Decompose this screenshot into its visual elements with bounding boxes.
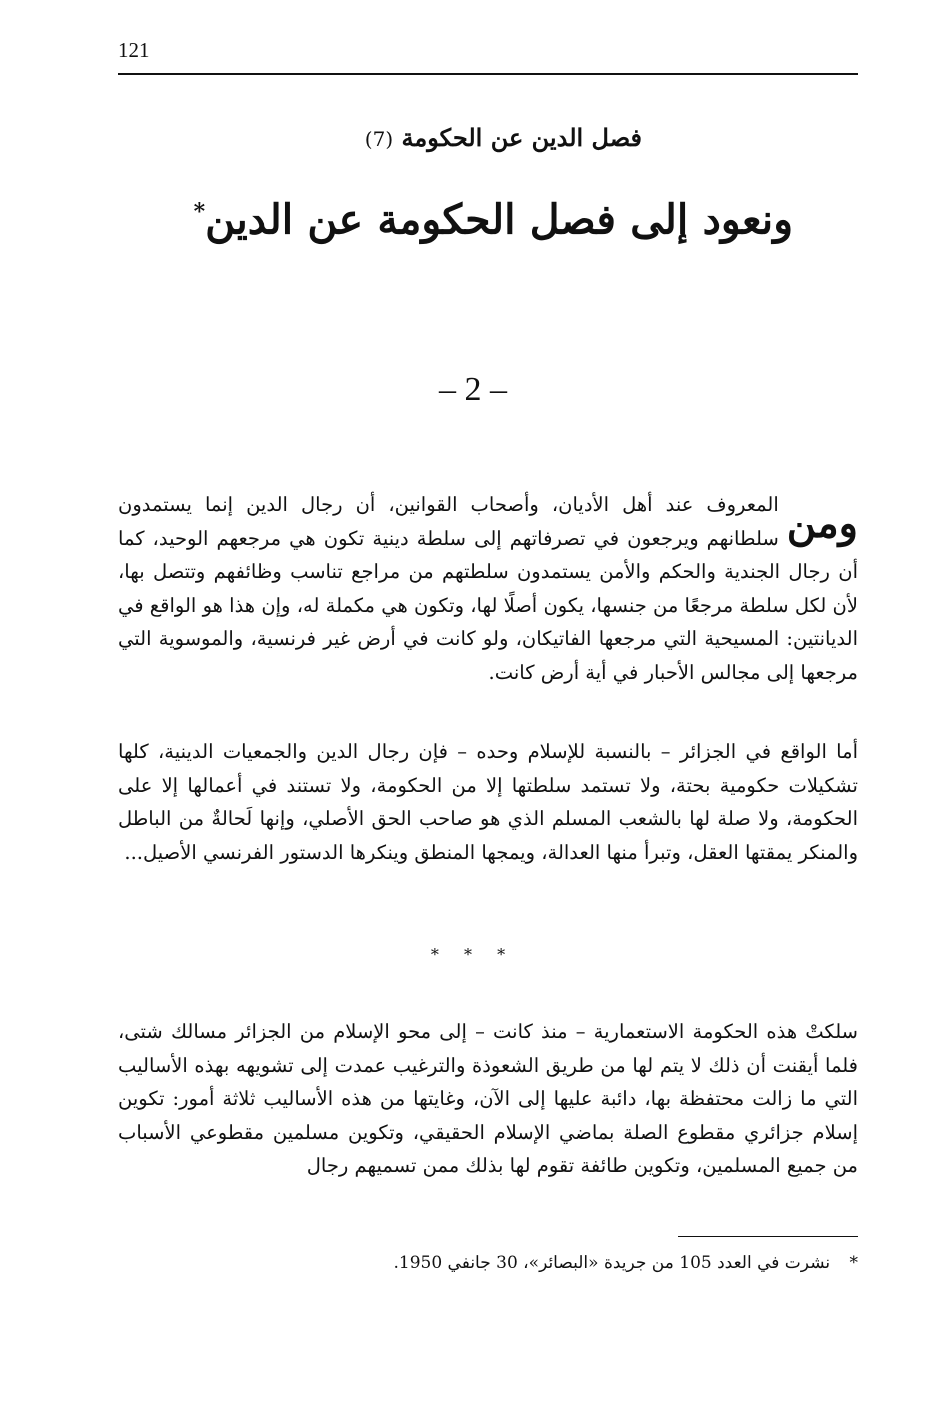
paragraph-1-text: المعروف عند أهل الأديان، وأصحاب القوانين، أن رجال الدين إنما يستمدون سلطانهم ويرجعون في تصرفاتهم إلى سلطة دينية تكون هي مرجعهم الوحيد، كما أن رجال الجندية والحكم والأمن يستمدون سلطتهم من مراجع تناسب وظائفهم وتتصل بها، لأن لكل سلطة مرجعًا من جنسها، يكون أصلًا لها، وتكون هي مكملة له، وإن هذا هو الواقع في الديانتين: المسيحية التي مرجعها الفاتيكان، ولو كانت في أرض غير فرنسية، والموسوية التي مرجعها إلى مجالس الأحبار في أية أرض كانت. (118, 493, 858, 684)
paragraph-1-dropcap: ومن (786, 500, 858, 547)
header-rule (118, 73, 858, 75)
paragraph-1 (118, 488, 858, 689)
footnote-mark: * (849, 1253, 858, 1273)
page-number: 121 (118, 38, 150, 62)
paragraph-3: سلكتْ هذه الحكومة الاستعمارية – منذ كانت – إلى محو الإسلام من الجزائر مسالك شتى، فلما أيقنت أن ذلك لا يتم لها من طريق الشعوذة والترغيب عمدت إلى تشويهه بهذه الأساليب التي ما زالت محتفظة بها، دائبة عليها إلى الآن، وغايتها من هذه الأساليب ثلاثة أمور: تكوين إسلام جزائري مقطوع الصلة بماضي الإسلام الحقيقي، وتكوين مسلمين مقطوعي الأسباب من جميع المسلمين، وتكوين طائفة تقوم لها بذلك ممن تسميهم رجال (118, 1020, 858, 1177)
series-number: (7) (364, 127, 394, 151)
main-title (118, 180, 793, 252)
footnote-text: نشرت في العدد 105 من جريدة «البصائر»، 30 جانفي 1950. (393, 1253, 831, 1273)
footnote-rule (678, 1236, 858, 1237)
paragraph-2: أما الواقع في الجزائر – بالنسبة للإسلام وحده – فإن رجال الدين والجمعيات الدينية، كلها تشكيلات حكومية بحتة، ولا تستمد سلطتها إلا من الحكومة، ولا تستند في أعمالها إلا على الحكومة، ولا صلة لها بالشعب المسلم الذي هو صاحب الحق الأصلي، وإنها لَحالةٌ من الباطل والمنكر يمقتها العقل، وتبرأ منها العدالة، ويمجها المنطق وينكرها الدستور الفرنسي الأصيل... (118, 740, 858, 864)
main-title-text: ونعود إلى فصل الحكومة عن الدين (205, 195, 793, 244)
section-separator: * * * (430, 945, 516, 964)
footnote (118, 1248, 858, 1278)
series-title (118, 118, 642, 159)
main-title-footnote-mark: * (193, 199, 206, 225)
series-title-text: فصل الدين عن الحكومة (401, 123, 642, 152)
section-number: – 2 – (439, 371, 507, 408)
